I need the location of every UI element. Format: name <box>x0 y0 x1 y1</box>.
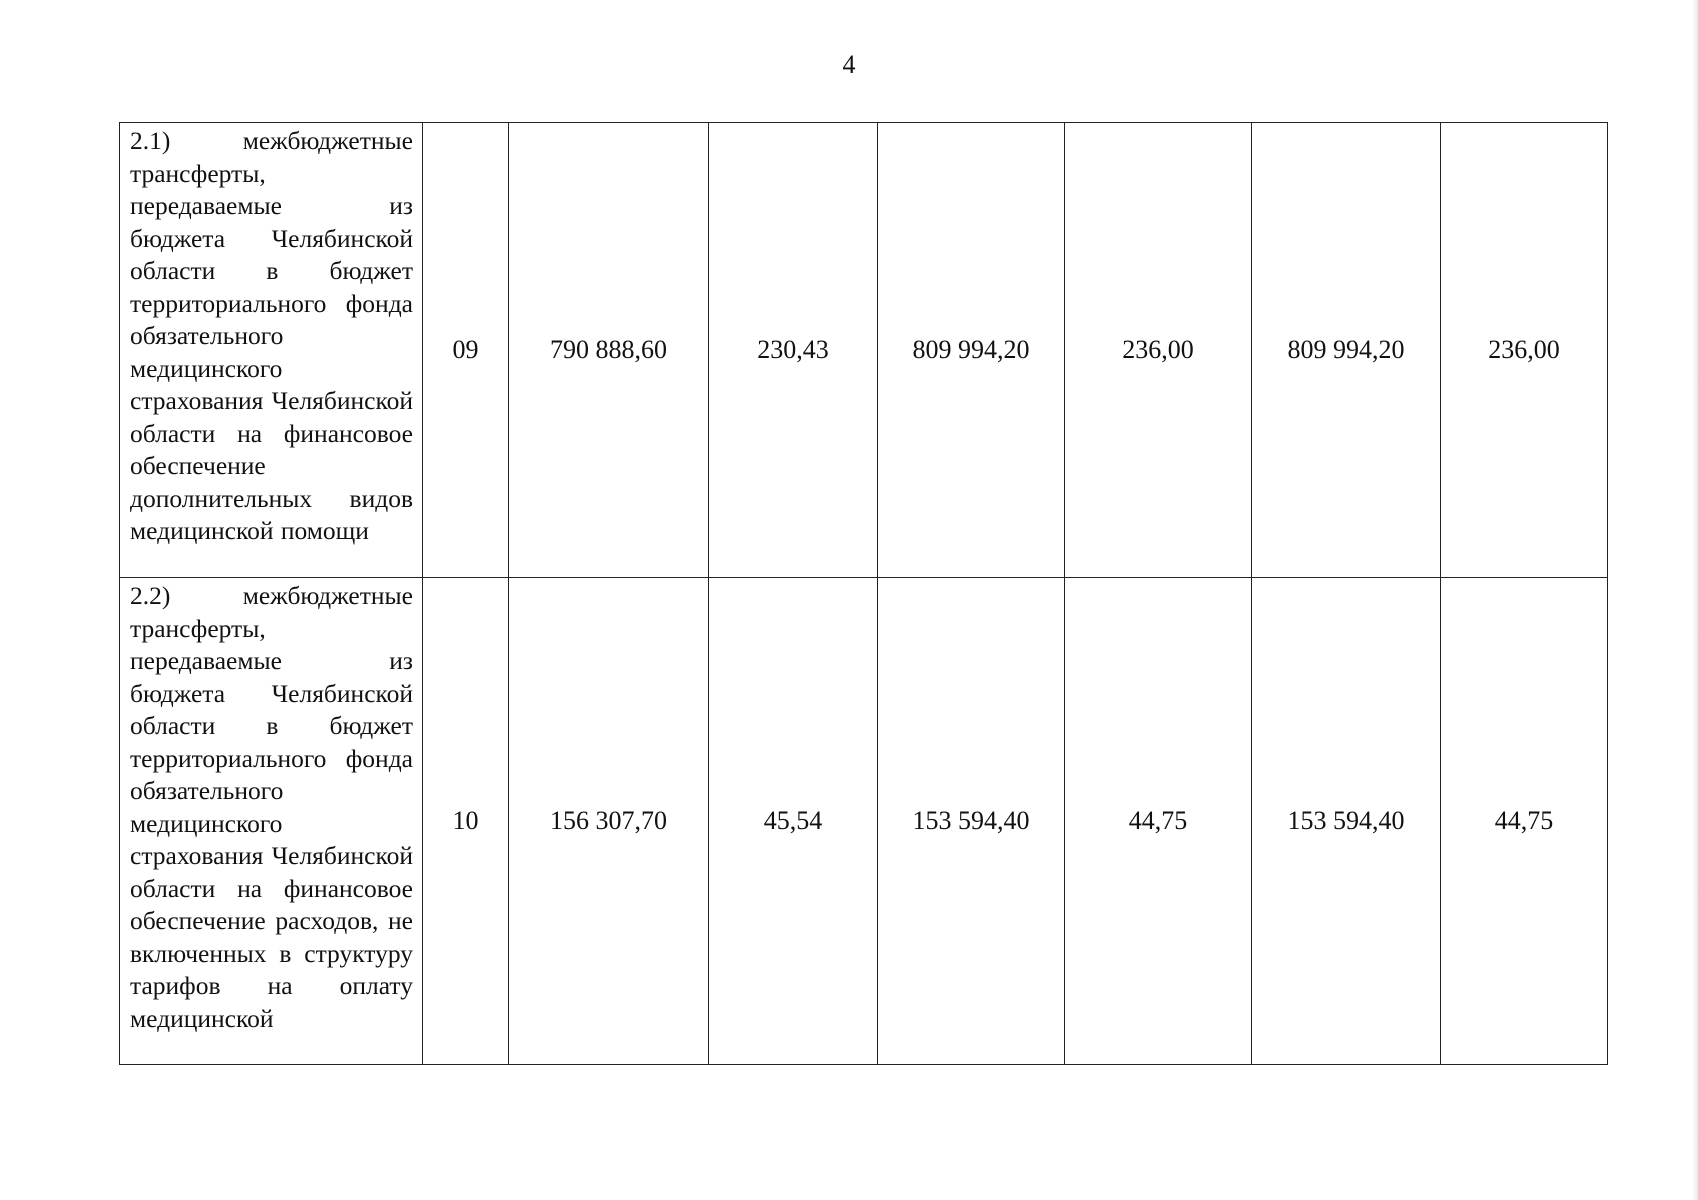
value-cell: 230,43 <box>709 123 878 578</box>
value-cell: 45,54 <box>709 578 878 1065</box>
row-label <box>120 578 423 1065</box>
page-number: 4 <box>842 50 856 79</box>
row-label-wrap: 2.2) межбюджетные трансферты, передаваемые из бюджета Челябинской области в бюджет территориального фонда обязательного медицинского страхования Челябинской области на финансовое обеспечение расходов, не включенных в структуру тарифов на оплату медицинской <box>130 581 413 1033</box>
value-cell: 153 594,40 <box>1252 578 1441 1065</box>
value-cell: 809 994,20 <box>878 123 1065 578</box>
value-cell: 790 888,60 <box>509 123 709 578</box>
row-code: 09 <box>423 123 509 578</box>
value-cell: 153 594,40 <box>878 578 1065 1065</box>
table-row <box>120 123 1608 578</box>
value-cell: 44,75 <box>1441 578 1608 1065</box>
row-label: 2.1) межбюджетные трансферты, передаваемые из бюджета Челябинской области в бюджет территориального фонда обязательного медицинского страхования Челябинской области на финансовое обеспечение дополнительных видов медицинской помощи <box>120 123 423 578</box>
value-cell: 809 994,20 <box>1252 123 1441 578</box>
scan-edge <box>1692 0 1698 1200</box>
row-code: 10 <box>423 578 509 1065</box>
value-cell: 236,00 <box>1065 123 1252 578</box>
table-row <box>120 578 1608 1065</box>
budget-table <box>119 122 1608 1065</box>
value-cell: 44,75 <box>1065 578 1252 1065</box>
value-cell: 156 307,70 <box>509 578 709 1065</box>
value-cell: 236,00 <box>1441 123 1608 578</box>
